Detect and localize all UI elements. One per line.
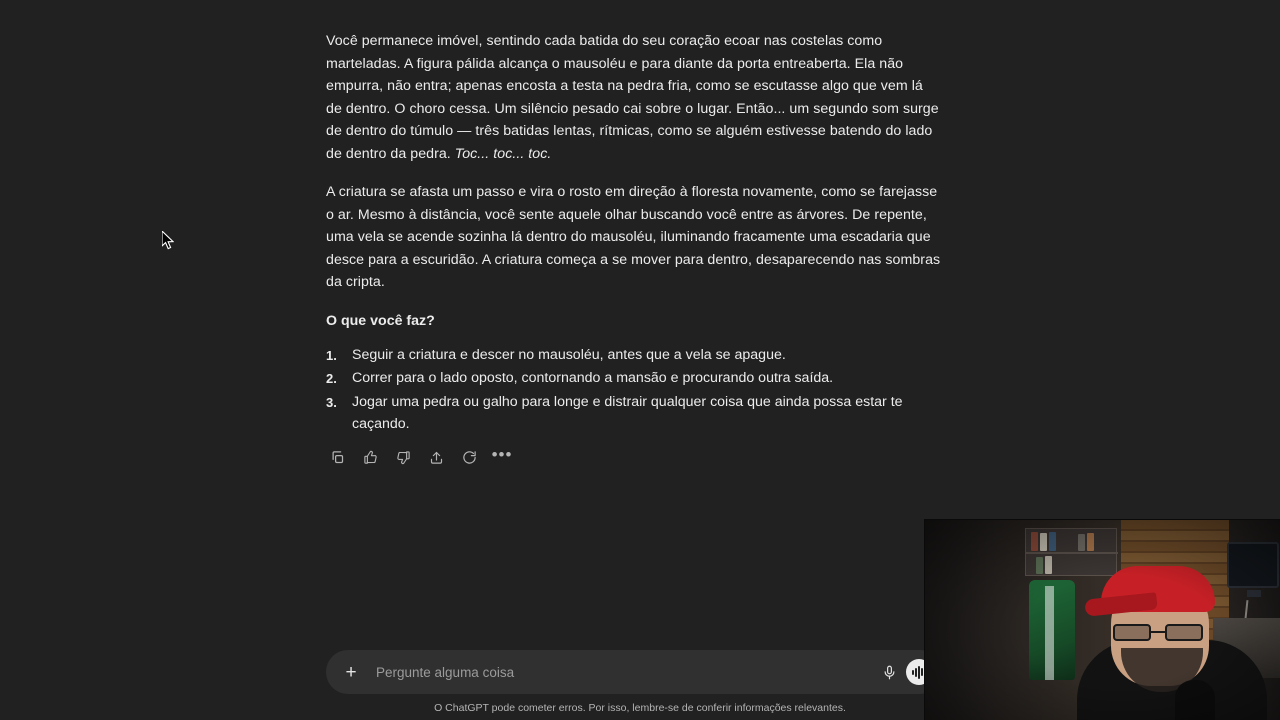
microphone-icon[interactable] bbox=[876, 659, 902, 685]
choice-number: 3. bbox=[326, 394, 337, 410]
mouse-cursor bbox=[162, 231, 174, 250]
choice-text: Seguir a criatura e descer no mausoléu, antes que a vela se apague. bbox=[352, 346, 786, 363]
assistant-paragraph bbox=[326, 181, 942, 294]
vignette bbox=[925, 520, 1280, 720]
list-item[interactable] bbox=[326, 344, 942, 368]
disclaimer-text: O ChatGPT pode cometer erros. Por isso, lembre-se de conferir informações relevantes. bbox=[434, 702, 846, 714]
webcam-overlay bbox=[924, 519, 1280, 720]
choice-number: 2. bbox=[326, 371, 337, 386]
search-input[interactable] bbox=[364, 664, 876, 681]
ellipsis-glyph: ••• bbox=[491, 444, 513, 464]
regenerate-icon[interactable] bbox=[459, 448, 479, 468]
message-action-bar bbox=[327, 444, 942, 468]
paragraph-text-plain: Você permanece imóvel, sentindo cada batida do seu coração ecoar nas costelas como marteladas. A figura pálida alcança o mausoléu e para diante da porta entreaberta. Ela não empurra, não entra; apenas encosta a testa na pedra fria, como se escutasse algo que vem lá de dentro. O choro cessa. Um silêncio pesado cai sobre o lugar. Então... um segundo som surge de dentro do túmulo — três batidas lentas, rítmicas, como se alguém estivesse batendo do lado de dentro da pedra. bbox=[326, 33, 939, 162]
paragraph-text-plain: A criatura se afasta um passo e vira o rosto em direção à floresta novamente, como se farejasse o ar. Mesmo à distância, você sente aquele olhar buscando você entre as árvores. De repente, uma vela se acende sozinha lá dentro do mausoléu, iluminando fracamente uma escadaria que desce para a escuridão. A criatura começa a se mover para dentro, desaparecendo nas sombras da cripta. bbox=[326, 184, 941, 290]
attach-plus-icon[interactable]: + bbox=[345, 661, 357, 683]
thumbs-up-icon[interactable] bbox=[360, 448, 380, 468]
paragraph-text-italic: Toc... toc... toc. bbox=[454, 145, 552, 162]
list-item[interactable] bbox=[326, 391, 942, 436]
thumbs-down-icon[interactable] bbox=[393, 448, 413, 468]
choice-list bbox=[326, 344, 942, 436]
share-icon[interactable] bbox=[426, 448, 446, 468]
more-options-icon[interactable] bbox=[491, 444, 513, 468]
copy-icon[interactable] bbox=[327, 448, 347, 468]
choice-text: Correr para o lado oposto, contornando a mansão e procurando outra saída. bbox=[352, 370, 834, 386]
conversation-thread bbox=[326, 30, 942, 468]
message-composer[interactable] bbox=[326, 650, 942, 694]
choice-number: 1. bbox=[326, 347, 337, 363]
prompt-question: O que você faz? bbox=[326, 312, 435, 329]
choice-text: Jogar uma pedra ou galho para longe e distrair qualquer coisa que ainda possa estar te caçando. bbox=[352, 393, 903, 432]
assistant-paragraph bbox=[326, 30, 942, 165]
list-item[interactable] bbox=[326, 367, 942, 391]
